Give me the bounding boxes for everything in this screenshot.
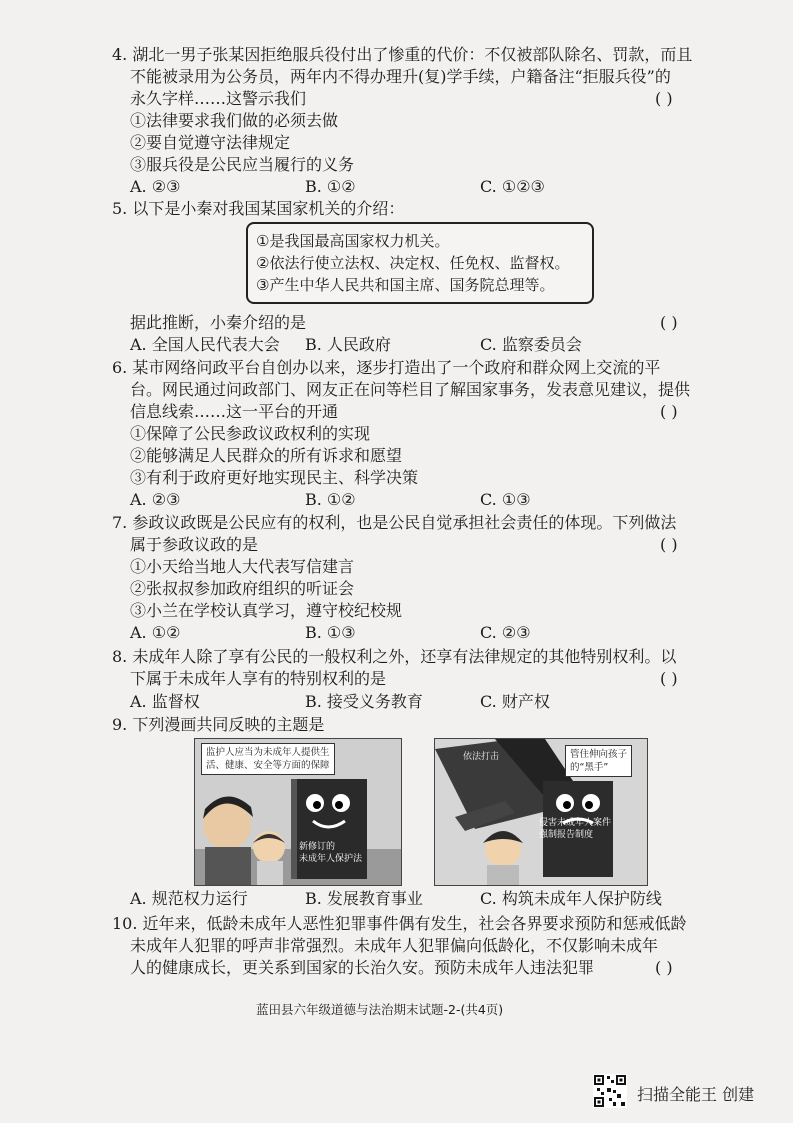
q5-box-line-2: ②依法行使立法权、决定权、任免权、监督权。 bbox=[256, 254, 570, 272]
q9-option-c: C. 构筑未成年人保护防线 bbox=[480, 889, 662, 908]
q7-option-c: C. ②③ bbox=[480, 623, 531, 642]
q6-option-c: C. ①③ bbox=[480, 490, 531, 509]
cartoon-1-book-line-2: 未成年人保护法 bbox=[299, 854, 363, 864]
q7-option-a: A. ①② bbox=[130, 623, 181, 642]
q7-item-3: ③小兰在学校认真学习，遵守校纪校规 bbox=[130, 601, 403, 620]
q7-answer-paren: ( ) bbox=[660, 535, 678, 554]
q10-answer-paren: ( ) bbox=[655, 958, 673, 977]
q5-info-box bbox=[246, 222, 594, 304]
q8-option-c: C. 财产权 bbox=[480, 692, 550, 711]
q4-line-2: 不能被录用为公务员，两年内不得办理升(复)学手续，户籍备注“拒服兵役”的 bbox=[130, 67, 671, 86]
cartoon-guardian-protection bbox=[194, 738, 402, 886]
cartoon-2-book-line-2: 强制报告制度 bbox=[539, 830, 594, 840]
q4-answer-paren: ( ) bbox=[655, 89, 673, 108]
q4-option-b: B. ①② bbox=[305, 177, 356, 196]
qr-code-icon bbox=[593, 1074, 627, 1108]
q4-item-2: ②要自觉遵守法律规定 bbox=[130, 133, 291, 152]
q4-item-3: ③服兵役是公民应当履行的义务 bbox=[130, 155, 355, 174]
cartoon-2-book-label bbox=[539, 817, 611, 841]
q6-item-2: ②能够满足人民群众的所有诉求和愿望 bbox=[130, 446, 403, 465]
q4-option-c: C. ①②③ bbox=[480, 177, 545, 196]
q7-line-1: 7. 参政议政既是公民应有的权利，也是公民自觉承担社会责任的体现。下列做法 bbox=[112, 513, 677, 532]
cartoon-1-caption bbox=[201, 743, 335, 775]
cartoon-reporting-system bbox=[434, 738, 648, 886]
q5-option-c: C. 监察委员会 bbox=[480, 335, 582, 354]
q5-ask: 据此推断，小秦介绍的是 bbox=[130, 313, 307, 332]
cartoon-2-arm-label: 依法打击 bbox=[463, 752, 500, 762]
q4-line-3: 永久字样……这警示我们 bbox=[130, 89, 307, 108]
cartoon-2-book-line-1: 侵害未成年人案件 bbox=[539, 818, 612, 828]
q6-item-1: ①保障了公民参政议政权利的实现 bbox=[130, 424, 371, 443]
q5-box-line-3: ③产生中华人民共和国主席、国务院总理等。 bbox=[256, 276, 555, 294]
q8-line-1: 8. 未成年人除了享有公民的一般权利之外，还享有法律规定的其他特别权利。以 bbox=[112, 647, 677, 666]
q5-option-b: B. 人民政府 bbox=[305, 335, 391, 354]
q5-option-a: A. 全国人民代表大会 bbox=[130, 335, 280, 354]
q9-option-a: A. 规范权力运行 bbox=[130, 889, 248, 908]
q6-option-b: B. ①② bbox=[305, 490, 356, 509]
q7-option-b: B. ①③ bbox=[305, 623, 356, 642]
q9-option-b: B. 发展教育事业 bbox=[305, 889, 423, 908]
q6-item-3: ③有利于政府更好地实现民主、科学决策 bbox=[130, 468, 419, 487]
cartoon-1-book-label bbox=[299, 841, 362, 865]
q8-option-a: A. 监督权 bbox=[130, 692, 200, 711]
cartoon-1-caption-line-1: 监护人应当为未成年人提供生 bbox=[206, 747, 330, 758]
q8-line-2: 下属于未成年人享有的特别权利的是 bbox=[130, 669, 387, 688]
scanner-watermark-text: 扫描全能王 创建 bbox=[637, 1085, 755, 1104]
q6-line-3: 信息线索……这一平台的开通 bbox=[130, 402, 339, 421]
q8-answer-paren: ( ) bbox=[660, 669, 678, 688]
q10-line-3: 人的健康成长，更关系到国家的长治久安。预防未成年人违法犯罪 bbox=[130, 958, 595, 977]
q7-item-2: ②张叔叔参加政府组织的听证会 bbox=[130, 579, 355, 598]
q4-item-1: ①法律要求我们做的必须去做 bbox=[130, 111, 339, 130]
q7-item-1: ①小天给当地人大代表写信建言 bbox=[130, 557, 355, 576]
q6-line-1: 6. 某市网络问政平台自创办以来，逐步打造出了一个政府和群众网上交流的平 bbox=[112, 358, 661, 377]
cartoon-1-book-line-1: 新修订的 bbox=[299, 842, 336, 852]
cartoon-2-caption-line-1: 管住伸向孩子 bbox=[570, 749, 628, 760]
q8-option-b: B. 接受义务教育 bbox=[305, 692, 423, 711]
q5-answer-paren: ( ) bbox=[660, 313, 678, 332]
q4-option-a: A. ②③ bbox=[130, 177, 181, 196]
q7-line-2: 属于参政议政的是 bbox=[130, 535, 259, 554]
cartoon-2-caption-line-2: 的“黑手” bbox=[570, 762, 609, 773]
q5-box-line-1: ①是我国最高国家权力机关。 bbox=[256, 232, 450, 250]
cartoon-1-caption-line-2: 活、健康、安全等方面的保障 bbox=[206, 760, 330, 771]
q9-stem: 9. 下列漫画共同反映的主题是 bbox=[112, 715, 325, 734]
q6-option-a: A. ②③ bbox=[130, 490, 181, 509]
cartoon-2-caption bbox=[565, 745, 632, 777]
q4-line-1: 4. 湖北一男子张某因拒绝服兵役付出了惨重的代价：不仅被部队除名、罚款，而且 bbox=[112, 45, 693, 64]
q6-line-2: 台。网民通过问政部门、网友正在问等栏目了解国家事务，发表意见建议，提供 bbox=[130, 380, 691, 399]
scanner-watermark bbox=[593, 1074, 773, 1110]
page-footer: 蓝田县六年级道德与法治期末试题-2-(共4页) bbox=[256, 1002, 504, 1017]
q5-stem: 5. 以下是小秦对我国某国家机关的介绍： bbox=[112, 199, 405, 218]
q10-line-1: 10. 近年来，低龄未成年人恶性犯罪事件偶有发生，社会各界要求预防和惩戒低龄 bbox=[112, 914, 687, 933]
q10-line-2: 未成年人犯罪的呼声非常强烈。未成年人犯罪偏向低龄化，不仅影响未成年 bbox=[130, 936, 659, 955]
q6-answer-paren: ( ) bbox=[660, 402, 678, 421]
